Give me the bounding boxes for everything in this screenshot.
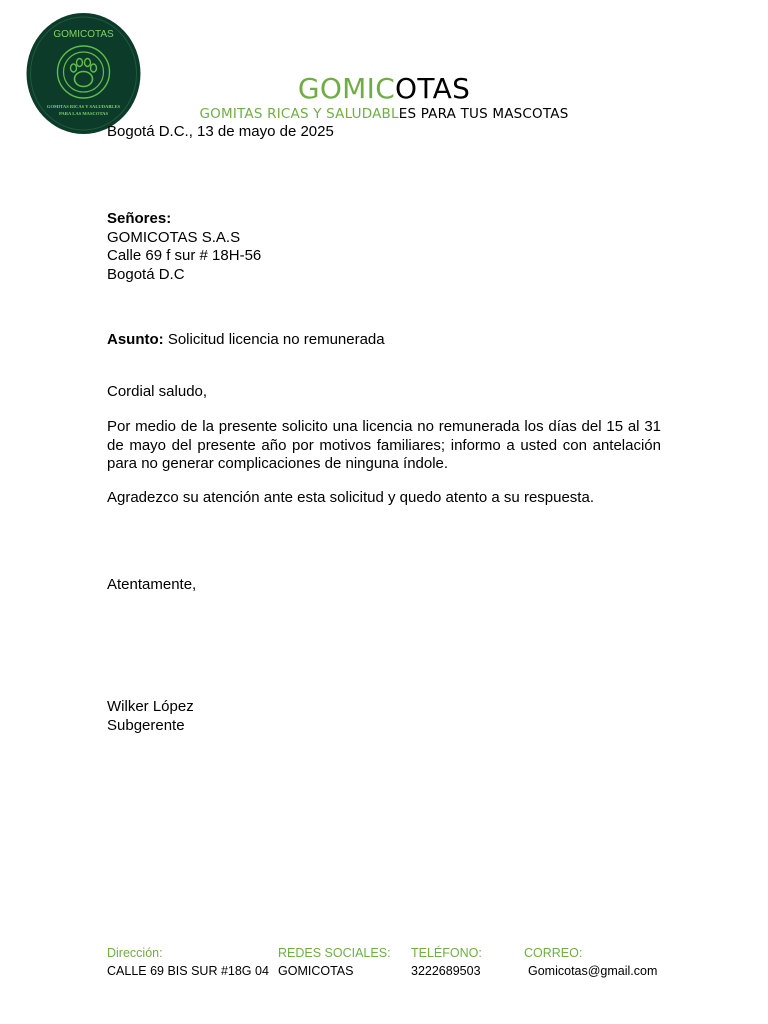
footer-phone-value: 3222689503	[411, 964, 481, 978]
closing: Atentamente,	[107, 576, 197, 593]
footer-phone-label: TELÉFONO:	[411, 946, 482, 960]
tagline-black-part: ES PARA TUS MASCOTAS	[398, 106, 569, 122]
footer-social-label: REDES SOCIALES:	[278, 946, 391, 960]
brand-black-part: OTAS	[395, 72, 471, 105]
body-paragraph-2: Agradezco su atención ante esta solicitud y quedo atento a su respuesta.	[107, 489, 594, 506]
recipient-block	[107, 210, 661, 284]
greeting: Cordial saludo,	[107, 383, 208, 400]
logo-tagline-line-1: GOMITAS RICAS Y SALUDABLES	[46, 104, 121, 109]
recipient-salutation: Señores:	[107, 210, 172, 227]
subject-line	[107, 331, 661, 350]
logo-wordmark: GOMICOTAS	[53, 29, 114, 40]
recipient-city: Bogotá D.C	[107, 265, 185, 283]
subject-label: Asunto:	[107, 331, 164, 348]
signer-title: Subgerente	[107, 716, 185, 734]
footer-phone	[411, 944, 482, 980]
body-paragraph-1: Por medio de la presente solicito una licencia no remunerada los días del 15 al 31 de mayo del presente año por motivos familiares; informo a usted con antelación para no generar complicaciones de ninguna índole.	[107, 418, 661, 472]
footer-address	[107, 944, 269, 980]
signature-block	[107, 698, 661, 735]
footer-social-value: GOMICOTAS	[278, 964, 354, 978]
footer-email-value: Gomicotas@gmail.com	[528, 964, 658, 978]
tagline-green-part: GOMITAS RICAS Y SALUDABL	[199, 106, 399, 122]
signer-name: Wilker López	[107, 698, 194, 715]
brand-green-part: GOMIC	[297, 72, 396, 105]
footer-address-value: CALLE 69 BIS SUR #18G 04	[107, 964, 269, 978]
footer-social	[278, 944, 391, 980]
brand-heading	[0, 71, 768, 107]
logo-tagline-line-2: PARA LAS MASCOTAS	[58, 111, 109, 116]
recipient-company: GOMICOTAS S.A.S	[107, 228, 241, 246]
letter-date: Bogotá D.C., 13 de mayo de 2025	[107, 123, 334, 140]
recipient-address: Calle 69 f sur # 18H-56	[107, 247, 262, 264]
brand-tagline	[0, 105, 768, 123]
footer-email	[524, 944, 657, 980]
footer-address-label: Dirección:	[107, 946, 163, 960]
footer-email-label: CORREO:	[524, 946, 583, 960]
subject-text: Solicitud licencia no remunerada	[163, 331, 385, 348]
